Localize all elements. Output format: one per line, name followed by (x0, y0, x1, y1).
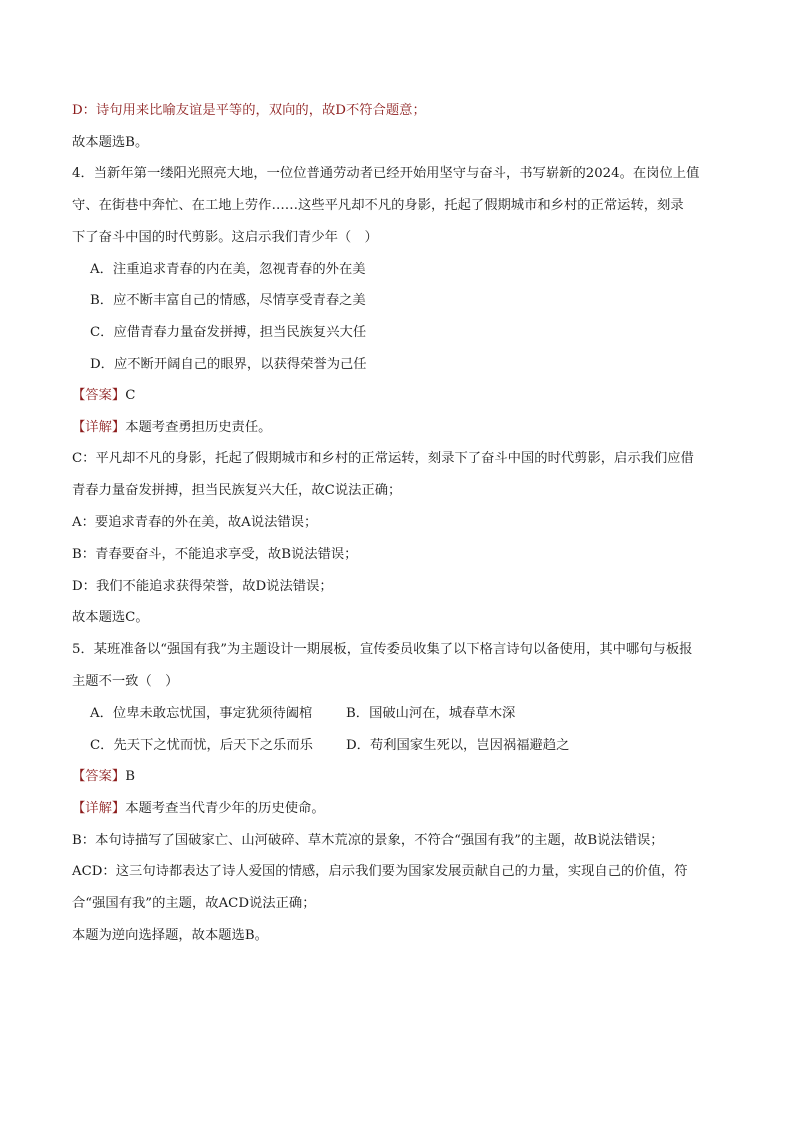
q5-option-c: C．先天下之忧而忧，后天下之乐而乐 (90, 738, 313, 753)
q4-stem-line-3: 下了奋斗中国的时代剪影。这启示我们青少年（ ） (72, 230, 378, 245)
q5-stem-line-1: 5．某班准备以“强国有我”为主题设计一期展板，宣传委员收集了以下格言诗句以备使用，其中哪句与板报 (72, 642, 693, 657)
q4-stem-line-1: 4．当新年第一缕阳光照亮大地，一位位普通劳动者已经开始用坚守与奋斗，书写崭新的2024。在岗位上值 (72, 166, 700, 181)
detail-tag: 【详解】 (72, 420, 126, 435)
q5-stem-line-2: 主题不一致（ ） (72, 674, 179, 689)
q5-explanation-acd-line-2: 合“强国有我”的主题，故ACD说法正确； (72, 896, 316, 911)
q4-option-a: A．注重追求青春的内在美，忽视青春的外在美 (90, 262, 366, 277)
q5-explanation-acd-line-1: ACD：这三句诗都表达了诗人爱国的情感，启示我们要为国家发展贡献自己的力量，实现自己的价值，符 (72, 864, 688, 879)
prev-conclusion: 故本题选B。 (72, 135, 149, 150)
detail-intro: 本题考查当代青少年的历史使命。 (125, 801, 325, 816)
q4-explanation-c-line-1: C：平凡却不凡的身影，托起了假期城市和乡村的正常运转，刻录下了奋斗中国的时代剪影，启示我们应借 (72, 451, 694, 466)
answer-value: C (125, 388, 136, 403)
q4-explanation-c-line-2: 青春力量奋发拼搏，担当民族复兴大任，故C说法正确； (72, 483, 402, 498)
prev-option-d-explanation: D：诗句用来比喻友谊是平等的，双向的，故D不符合题意； (72, 103, 426, 118)
detail-intro: 本题考查勇担历史责任。 (125, 420, 272, 435)
q4-stem-line-2: 守、在街巷中奔忙、在工地上劳作……这些平凡却不凡的身影，托起了假期城市和乡村的正常运转，刻录 (72, 198, 684, 213)
q4-option-c: C．应借青春力量奋发拼搏，担当民族复兴大任 (90, 325, 367, 340)
q5-explanation-b: B：本句诗描写了国破家亡、山河破碎、草木荒凉的景象，不符合“强国有我”的主题，故B说法错误； (72, 833, 664, 848)
q4-explanation-d: D：我们不能追求获得荣誉，故D说法错误； (72, 579, 333, 594)
q4-option-b: B．应不断丰富自己的情感，尽情享受青春之美 (90, 293, 366, 308)
q5-option-d: D．苟利国家生死以，岂因祸福避趋之 (346, 738, 570, 753)
answer-tag: 【答案】 (72, 388, 126, 403)
q5-option-b: B．国破山河在，城春草木深 (346, 706, 516, 721)
q4-explanation-b: B：青春要奋斗，不能追求享受，故B说法错误； (72, 547, 358, 562)
q4-explanation-a: A：要追求青春的外在美，故A说法错误； (72, 515, 318, 530)
q4-answer (72, 386, 135, 406)
answer-tag: 【答案】 (72, 769, 126, 784)
q5-option-a: A．位卑未敢忘忧国，事定犹须待阖棺 (90, 706, 313, 721)
answer-value: B (125, 769, 135, 784)
q5-detail (72, 799, 325, 819)
detail-tag: 【详解】 (72, 801, 126, 816)
q5-conclusion: 本题为逆向选择题，故本题选B。 (72, 928, 268, 943)
q4-option-d: D．应不断开阔自己的眼界，以获得荣誉为己任 (90, 357, 367, 372)
q4-detail (72, 418, 271, 438)
q4-conclusion: 故本题选C。 (72, 610, 149, 625)
q5-answer (72, 767, 135, 787)
